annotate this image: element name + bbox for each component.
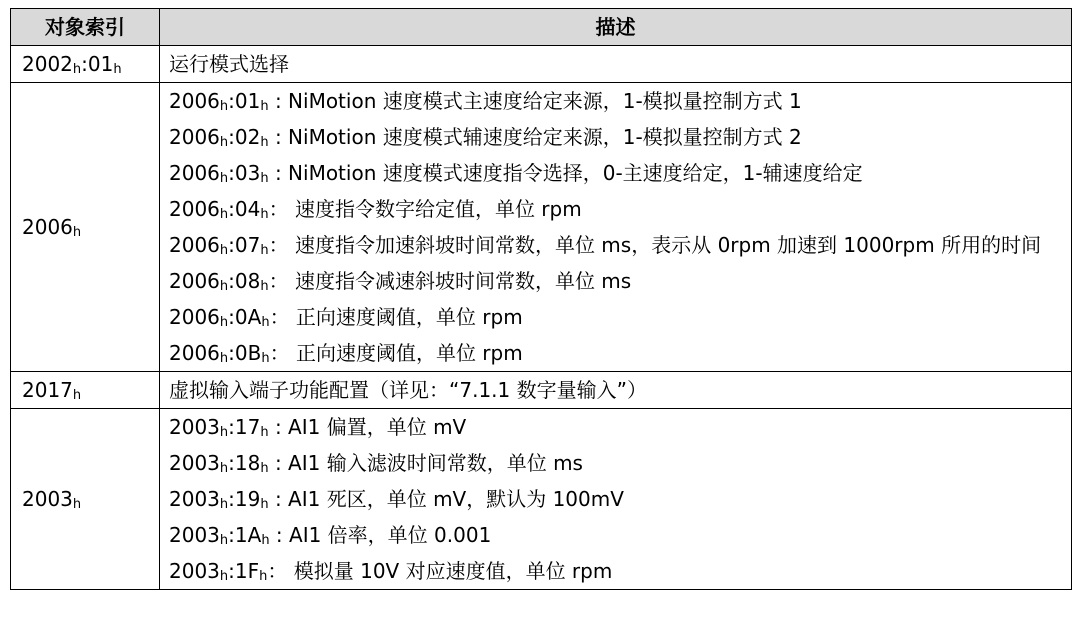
description-line [169, 517, 1067, 553]
description-text: : AI1 死区，单位 mV，默认为 100mV [268, 487, 624, 511]
description-line [169, 553, 1067, 589]
param-subindex-subscript: h [260, 135, 269, 150]
description-line [169, 481, 1067, 517]
description-cell [160, 409, 1072, 590]
description-text: ： 正向速度阈值，单位 rpm [269, 305, 523, 329]
param-subindex: :19 [228, 487, 261, 511]
description-cell [160, 372, 1072, 409]
description-line [169, 46, 1067, 82]
param-subindex: :0B [228, 341, 262, 365]
param-index-subscript: h [219, 497, 229, 512]
description-line [169, 409, 1067, 445]
table-row [11, 409, 1072, 590]
param-subindex: :07 [228, 233, 261, 257]
param-subindex-subscript: h [260, 461, 269, 476]
description-text: ： 速度指令减速斜坡时间常数，单位 ms [268, 269, 632, 293]
param-subindex-subscript: h [261, 315, 270, 330]
param-index: 2003 [169, 451, 220, 475]
param-subindex-subscript: h [261, 533, 270, 548]
param-index: 2006 [169, 197, 220, 221]
param-subindex-subscript: h [260, 171, 269, 186]
description-line [169, 119, 1067, 155]
description-line [169, 263, 1067, 299]
param-subindex-subscript: h [260, 207, 269, 222]
subindex-value: :01 [81, 52, 114, 76]
index-subscript: h [72, 225, 82, 240]
description-text: ： 模拟量 10V 对应速度值，单位 rpm [267, 559, 613, 583]
description-line [169, 83, 1067, 119]
param-index: 2003 [169, 487, 220, 511]
param-subindex-subscript: h [261, 351, 270, 366]
param-subindex: :18 [228, 451, 261, 475]
param-subindex: :01 [228, 89, 261, 113]
index-subscript: h [72, 62, 82, 77]
param-subindex-subscript: h [260, 497, 269, 512]
table-body [11, 46, 1072, 590]
description-line [169, 227, 1067, 263]
header-index: 对象索引 [11, 9, 160, 46]
param-index: 2003 [169, 523, 220, 547]
param-subindex: :04 [228, 197, 261, 221]
param-index: 2006 [169, 233, 220, 257]
description-text: ： 速度指令加速斜坡时间常数，单位 ms，表示从 0rpm 加速到 1000rpm 所用的时间 [268, 233, 1042, 257]
index-subscript: h [72, 388, 82, 403]
index-value: 2017 [22, 378, 73, 402]
description-line [169, 299, 1067, 335]
param-subindex: :02 [228, 125, 261, 149]
description-text: ： 正向速度阈值，单位 rpm [269, 341, 523, 365]
table-row [11, 83, 1072, 372]
description-line [169, 445, 1067, 481]
param-index-subscript: h [219, 243, 229, 258]
param-index: 2006 [169, 269, 220, 293]
description-text: : NiMotion 速度模式速度指令选择，0-主速度给定，1-辅速度给定 [268, 161, 863, 185]
param-subindex-subscript: h [259, 569, 268, 584]
table-row [11, 46, 1072, 83]
object-index-table [10, 8, 1072, 590]
param-index-subscript: h [219, 279, 229, 294]
index-cell [11, 83, 160, 372]
description-text: : AI1 输入滤波时间常数，单位 ms [268, 451, 583, 475]
param-index: 2003 [169, 559, 220, 583]
param-index-subscript: h [219, 425, 229, 440]
index-cell [11, 46, 160, 83]
param-index: 2006 [169, 341, 220, 365]
param-subindex: :03 [228, 161, 261, 185]
description-text: ： 速度指令数字给定值，单位 rpm [268, 197, 582, 221]
param-index: 2006 [169, 89, 220, 113]
param-index-subscript: h [219, 207, 229, 222]
param-subindex: :0A [228, 305, 262, 329]
param-index-subscript: h [219, 99, 229, 114]
index-value: 2006 [22, 215, 73, 239]
param-subindex-subscript: h [260, 425, 269, 440]
index-subscript: h [72, 497, 82, 512]
param-index: 2003 [169, 415, 220, 439]
param-index: 2006 [169, 161, 220, 185]
description-text: 虚拟输入端子功能配置（详见：“7.1.1 数字量输入”） [169, 378, 647, 402]
description-line [169, 335, 1067, 371]
param-index-subscript: h [219, 315, 229, 330]
description-text: : AI1 倍率，单位 0.001 [269, 523, 492, 547]
param-index-subscript: h [219, 171, 229, 186]
param-index-subscript: h [219, 135, 229, 150]
header-description: 描述 [160, 9, 1072, 46]
param-index-subscript: h [219, 461, 229, 476]
param-index: 2006 [169, 305, 220, 329]
param-subindex: :1A [228, 523, 262, 547]
table-row [11, 372, 1072, 409]
param-subindex: :17 [228, 415, 261, 439]
description-text: : NiMotion 速度模式主速度给定来源，1-模拟量控制方式 1 [268, 89, 802, 113]
header-row [11, 9, 1072, 46]
description-text: : AI1 偏置，单位 mV [268, 415, 467, 439]
description-text: 运行模式选择 [169, 52, 289, 76]
param-subindex-subscript: h [260, 243, 269, 258]
param-subindex-subscript: h [260, 99, 269, 114]
description-cell [160, 46, 1072, 83]
description-cell [160, 83, 1072, 372]
description-text: : NiMotion 速度模式辅速度给定来源，1-模拟量控制方式 2 [268, 125, 802, 149]
param-index: 2006 [169, 125, 220, 149]
param-subindex-subscript: h [260, 279, 269, 294]
param-subindex: :1F [228, 559, 260, 583]
param-subindex: :08 [228, 269, 261, 293]
param-index-subscript: h [219, 351, 229, 366]
index-cell [11, 372, 160, 409]
index-value: 2003 [22, 487, 73, 511]
subindex-subscript: h [113, 62, 122, 77]
description-line [169, 372, 1067, 408]
param-index-subscript: h [219, 569, 229, 584]
index-value: 2002 [22, 52, 73, 76]
param-index-subscript: h [219, 533, 229, 548]
description-line [169, 155, 1067, 191]
index-cell [11, 409, 160, 590]
description-line [169, 191, 1067, 227]
